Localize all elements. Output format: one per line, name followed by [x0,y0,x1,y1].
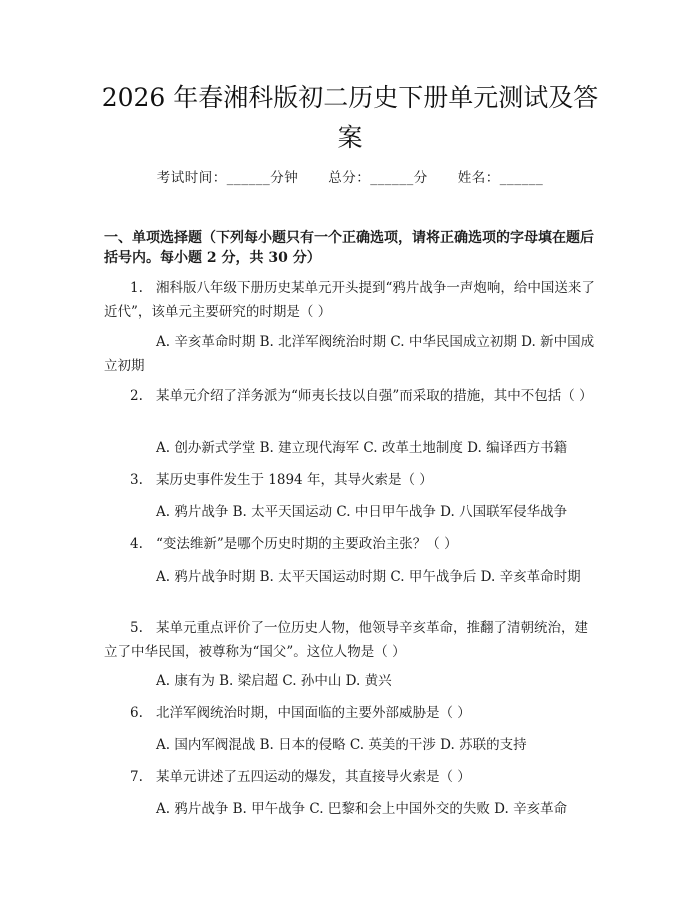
question-number: 6. [130,705,143,721]
student-name-field: 姓名：______ [457,170,544,186]
question-number: 7. [130,769,143,785]
question-2-options: A. 创办新式学堂 B. 建立现代海军 C. 改革土地制度 D. 编译西方书籍 [156,440,568,456]
question-2-stem [104,384,596,408]
question-text: 某单元重点评价了一位历史人物，他领导辛亥革命，推翻了清朝统治，建立了中华民国，被尊称为“国父”。这位人物是（ ） [104,620,588,660]
question-text: “变法维新”是哪个历史时期的主要政治主张？（ ） [156,536,458,552]
question-number: 3. [130,472,143,488]
question-text: 某单元讲述了五四运动的爆发，其直接导火索是（ ） [156,769,471,785]
question-7-options: A. 鸦片战争 B. 甲午战争 C. 巴黎和会上中国外交的失败 D. 辛亥革命 [156,801,568,817]
title-line-2: 案 [337,123,363,152]
question-7-stem [104,765,596,789]
question-5-stem [104,616,596,664]
question-text: 湘科版八年级下册历史某单元开头提到“鸦片战争一声炮响，给中国送来了近代”，该单元主要研究的时期是（ ） [104,280,595,320]
question-1-stem [104,276,596,324]
question-6-options: A. 国内军阀混战 B. 日本的侵略 C. 英美的干涉 D. 苏联的支持 [156,737,527,753]
question-4-stem [104,532,596,556]
question-6-stem [104,701,596,725]
question-3-options: A. 鸦片战争 B. 太平天国运动 C. 中日甲午战争 D. 八国联军侵华战争 [156,504,568,520]
section-heading-single-choice: 一、单项选择题（下列每小题只有一个正确选项，请将正确选项的字母填在题后括号内。每小题 2 分，共 30 分） [104,230,594,266]
question-5-options: A. 康有为 B. 梁启超 C. 孙中山 D. 黄兴 [156,673,392,689]
document-title [90,78,610,158]
exam-time-field: 考试时间：______分钟 [156,170,299,186]
question-number: 2. [130,388,143,404]
question-number: 4. [130,536,143,552]
question-4-options: A. 鸦片战争时期 B. 太平天国运动时期 C. 甲午战争后 D. 辛亥革命时期 [156,569,581,585]
exam-meta-line [0,168,700,188]
question-number: 5. [130,620,143,636]
question-number: 1. [130,280,143,296]
title-line-1: 2026 年春湘科版初二历史下册单元测试及答 [101,83,599,112]
question-text: 某历史事件发生于 1894 年，其导火索是（ ） [156,472,433,488]
question-text: 北洋军阀统治时期，中国面临的主要外部威胁是（ ） [156,705,471,721]
total-score-field: 总分：______分 [328,170,428,186]
question-3-stem [104,468,596,492]
question-text: 某单元介绍了洋务派为“师夷长技以自强”而采取的措施，其中不包括（ ） [156,388,593,404]
question-1-options: A. 辛亥革命时期 B. 北洋军阀统治时期 C. 中华民国成立初期 D. 新中国成立初期 [104,334,595,374]
